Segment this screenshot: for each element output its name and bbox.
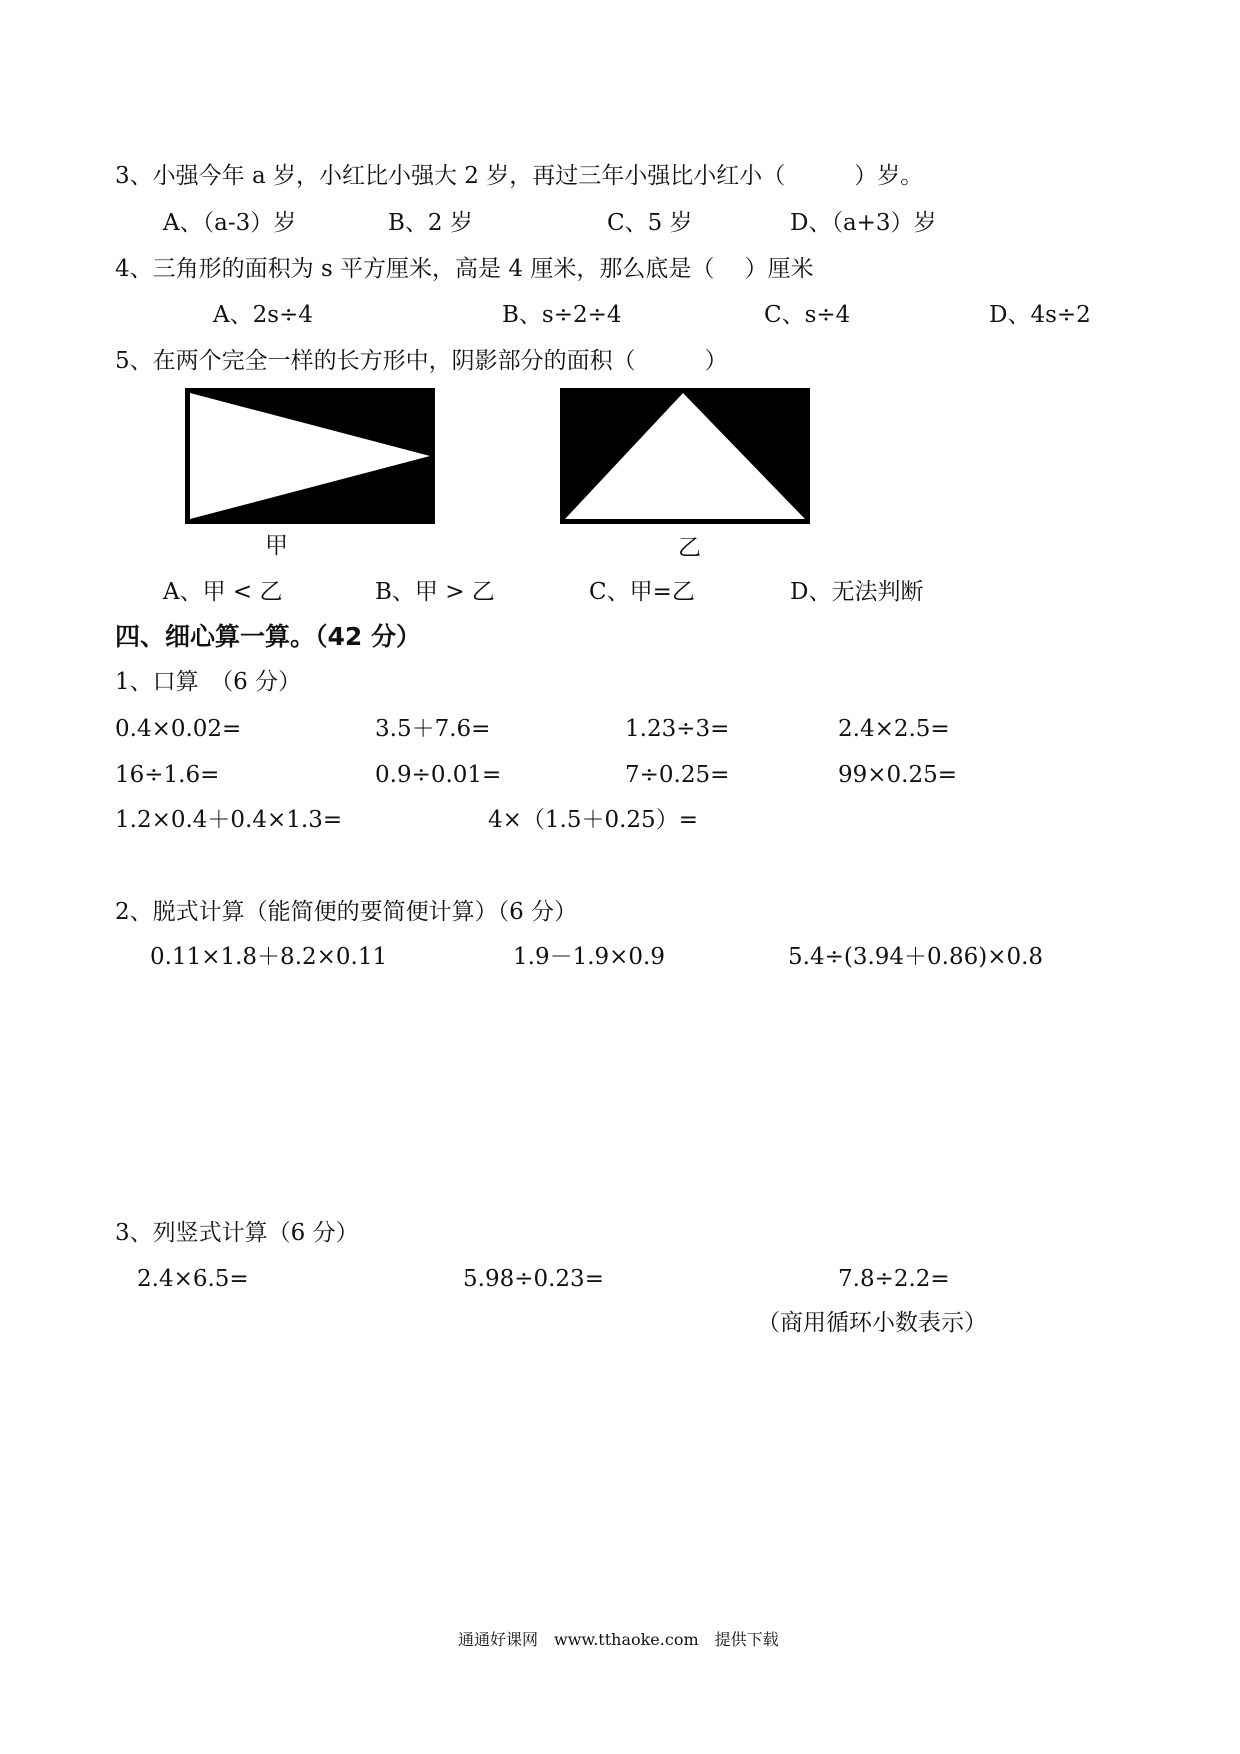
q4-option-b: B、s÷2÷4 xyxy=(502,302,622,328)
q5-option-a: A、甲 < 乙 xyxy=(163,579,283,605)
figure-jia xyxy=(185,388,435,524)
q4-option-c: C、s÷4 xyxy=(764,302,851,328)
part2-title: 2、脱式计算（能简便的要简便计算）（6 分） xyxy=(115,899,578,925)
oral-calc-item: 99×0.25= xyxy=(838,762,958,788)
vertical-calc-item: 7.8÷2.2= xyxy=(838,1266,950,1292)
q5-option-c: C、甲=乙 xyxy=(589,579,695,605)
q4-option-a: A、2s÷4 xyxy=(213,302,313,328)
part3-title: 3、列竖式计算（6 分） xyxy=(115,1220,359,1246)
footer-credit: 通通好课网 www.tthaoke.com 提供下载 xyxy=(458,1630,779,1649)
stepwise-calc-item: 0.11×1.8＋8.2×0.11 xyxy=(150,944,388,970)
oral-calc-item: 7÷0.25= xyxy=(625,762,730,788)
figure-yi-label: 乙 xyxy=(678,535,701,561)
q3-stem: 3、小强今年 a 岁，小红比小强大 2 岁，再过三年小强比小红小（ ）岁。 xyxy=(115,163,924,189)
stepwise-calc-item: 1.9－1.9×0.9 xyxy=(513,944,666,970)
q4-stem: 4、三角形的面积为 s 平方厘米，高是 4 厘米，那么底是（ ）厘米 xyxy=(115,256,814,282)
oral-calc-item: 0.9÷0.01= xyxy=(375,762,502,788)
vertical-calc-note: （商用循环小数表示） xyxy=(757,1310,987,1336)
oral-calc-item: 1.2×0.4＋0.4×1.3= xyxy=(115,807,343,833)
q3-option-d: D、（a+3）岁 xyxy=(790,210,937,236)
part1-title: 1、口算 （6 分） xyxy=(115,669,302,695)
vertical-calc-item: 5.98÷0.23= xyxy=(463,1266,604,1292)
q3-option-b: B、2 岁 xyxy=(388,210,473,236)
q5-option-b: B、甲 > 乙 xyxy=(375,579,495,605)
oral-calc-item: 1.23÷3= xyxy=(625,716,730,742)
q5-stem: 5、在两个完全一样的长方形中，阴影部分的面积（ ） xyxy=(115,348,728,374)
q5-option-d: D、无法判断 xyxy=(790,579,924,605)
figure-jia-label: 甲 xyxy=(265,533,288,559)
q3-option-c: C、5 岁 xyxy=(607,210,693,236)
oral-calc-item: 3.5＋7.6= xyxy=(375,716,491,742)
oral-calc-item: 16÷1.6= xyxy=(115,762,220,788)
oral-calc-item: 0.4×0.02= xyxy=(115,716,242,742)
figure-yi xyxy=(560,388,810,524)
oral-calc-item: 4×（1.5＋0.25）= xyxy=(488,807,698,833)
oral-calc-item: 2.4×2.5= xyxy=(838,716,950,742)
q3-option-a: A、（a-3）岁 xyxy=(163,210,297,236)
vertical-calc-item: 2.4×6.5= xyxy=(137,1266,249,1292)
stepwise-calc-item: 5.4÷(3.94＋0.86)×0.8 xyxy=(788,944,1044,970)
section-4-title: 四、细心算一算。（42 分） xyxy=(115,622,421,651)
q4-option-d: D、4s÷2 xyxy=(989,302,1091,328)
